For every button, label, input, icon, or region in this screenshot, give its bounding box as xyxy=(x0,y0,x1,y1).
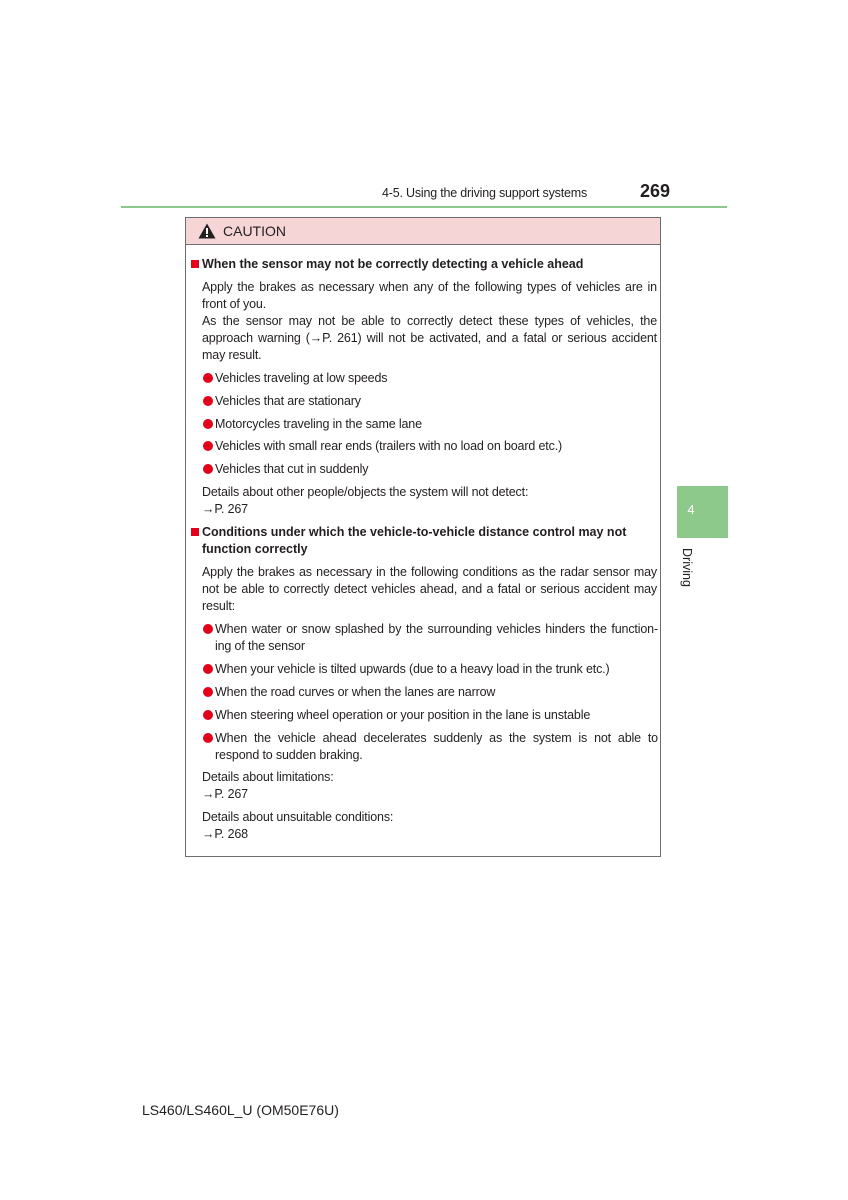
page-reference-link[interactable]: →P. 267 xyxy=(202,502,248,516)
list-item xyxy=(215,661,658,678)
red-dot-bullet-icon xyxy=(203,687,213,697)
section-heading-sensor-detection xyxy=(202,256,657,273)
list-item-text: Motorcycles traveling in the same lane xyxy=(215,417,422,431)
warning-triangle-icon xyxy=(198,223,216,239)
list-item-text: Vehicles that are stationary xyxy=(215,394,361,408)
red-dot-bullet-icon xyxy=(203,396,213,406)
section-heading-text: Conditions under which the vehicle-to-vehicle distance control may not function correctly xyxy=(202,525,627,556)
list-item-text: When steering wheel operation or your position in the lane is unstable xyxy=(215,708,591,722)
details-label: Details about unsuitable conditions: xyxy=(202,810,394,824)
red-dot-bullet-icon xyxy=(203,664,213,674)
details-label: Details about limitations: xyxy=(202,770,334,784)
page-number: 269 xyxy=(640,181,671,201)
list-item xyxy=(215,370,658,387)
list-item-text: When your vehicle is tilted upwards (due to a heavy load in the trunk etc.) xyxy=(215,662,610,676)
list-item xyxy=(215,621,658,655)
section-heading-distance-control xyxy=(202,524,657,558)
paragraph: As the sensor may not be able to correctly detect these types of vehicles, the approach warning (→P. 261) will not be activated, and a fatal or serious accident may result. xyxy=(202,314,657,362)
red-dot-bullet-icon xyxy=(203,419,213,429)
chapter-label: Driving xyxy=(680,548,694,587)
details-label: Details about other people/objects the system will not detect: xyxy=(202,485,529,499)
list-item xyxy=(215,438,658,455)
caution-title: CAUTION xyxy=(223,223,286,239)
list-item-text: Vehicles with small rear ends (trailers with no load on board etc.) xyxy=(215,439,563,453)
section-heading-text: When the sensor may not be correctly detecting a vehicle ahead xyxy=(202,257,584,271)
list-item-text: Vehicles that cut in suddenly xyxy=(215,462,369,476)
caution-header xyxy=(186,218,660,245)
list-item xyxy=(215,730,658,764)
model-code-footer: LS460/LS460L_U (OM50E76U) xyxy=(142,1102,339,1118)
red-dot-bullet-icon xyxy=(203,710,213,720)
list-item xyxy=(215,393,658,410)
list-item xyxy=(215,461,658,478)
red-dot-bullet-icon xyxy=(203,464,213,474)
red-square-bullet-icon xyxy=(191,528,199,536)
paragraph: Apply the brakes as necessary when any of the following types of vehicles are in front of you. xyxy=(202,280,657,311)
red-dot-bullet-icon xyxy=(203,624,213,634)
header-divider xyxy=(121,206,727,208)
list-item xyxy=(215,707,658,724)
red-dot-bullet-icon xyxy=(203,733,213,743)
chapter-tab[interactable] xyxy=(677,486,728,538)
page-reference-link[interactable]: →P. 268 xyxy=(202,827,248,841)
caution-box xyxy=(185,217,661,857)
list-item-text: When water or snow splashed by the surrounding vehicles hinders the function-ing of the sensor xyxy=(215,622,658,653)
chapter-number: 4 xyxy=(687,502,695,517)
page-reference-link[interactable]: →P. 267 xyxy=(202,787,248,801)
list-item xyxy=(215,416,658,433)
red-dot-bullet-icon xyxy=(203,441,213,451)
list-item-text: When the road curves or when the lanes are narrow xyxy=(215,685,496,699)
list-item xyxy=(215,684,658,701)
red-square-bullet-icon xyxy=(191,260,199,268)
list-item-text: Vehicles traveling at low speeds xyxy=(215,371,388,385)
red-dot-bullet-icon xyxy=(203,373,213,383)
running-header-section: 4-5. Using the driving support systems xyxy=(382,186,587,200)
list-item-text: When the vehicle ahead decelerates suddenly as the system is not able to respond to sudden braking. xyxy=(215,731,658,762)
paragraph: Apply the brakes as necessary in the following conditions as the radar sensor may not be able to correctly detect vehicles ahead, and a fatal or serious accident may result: xyxy=(202,565,657,613)
